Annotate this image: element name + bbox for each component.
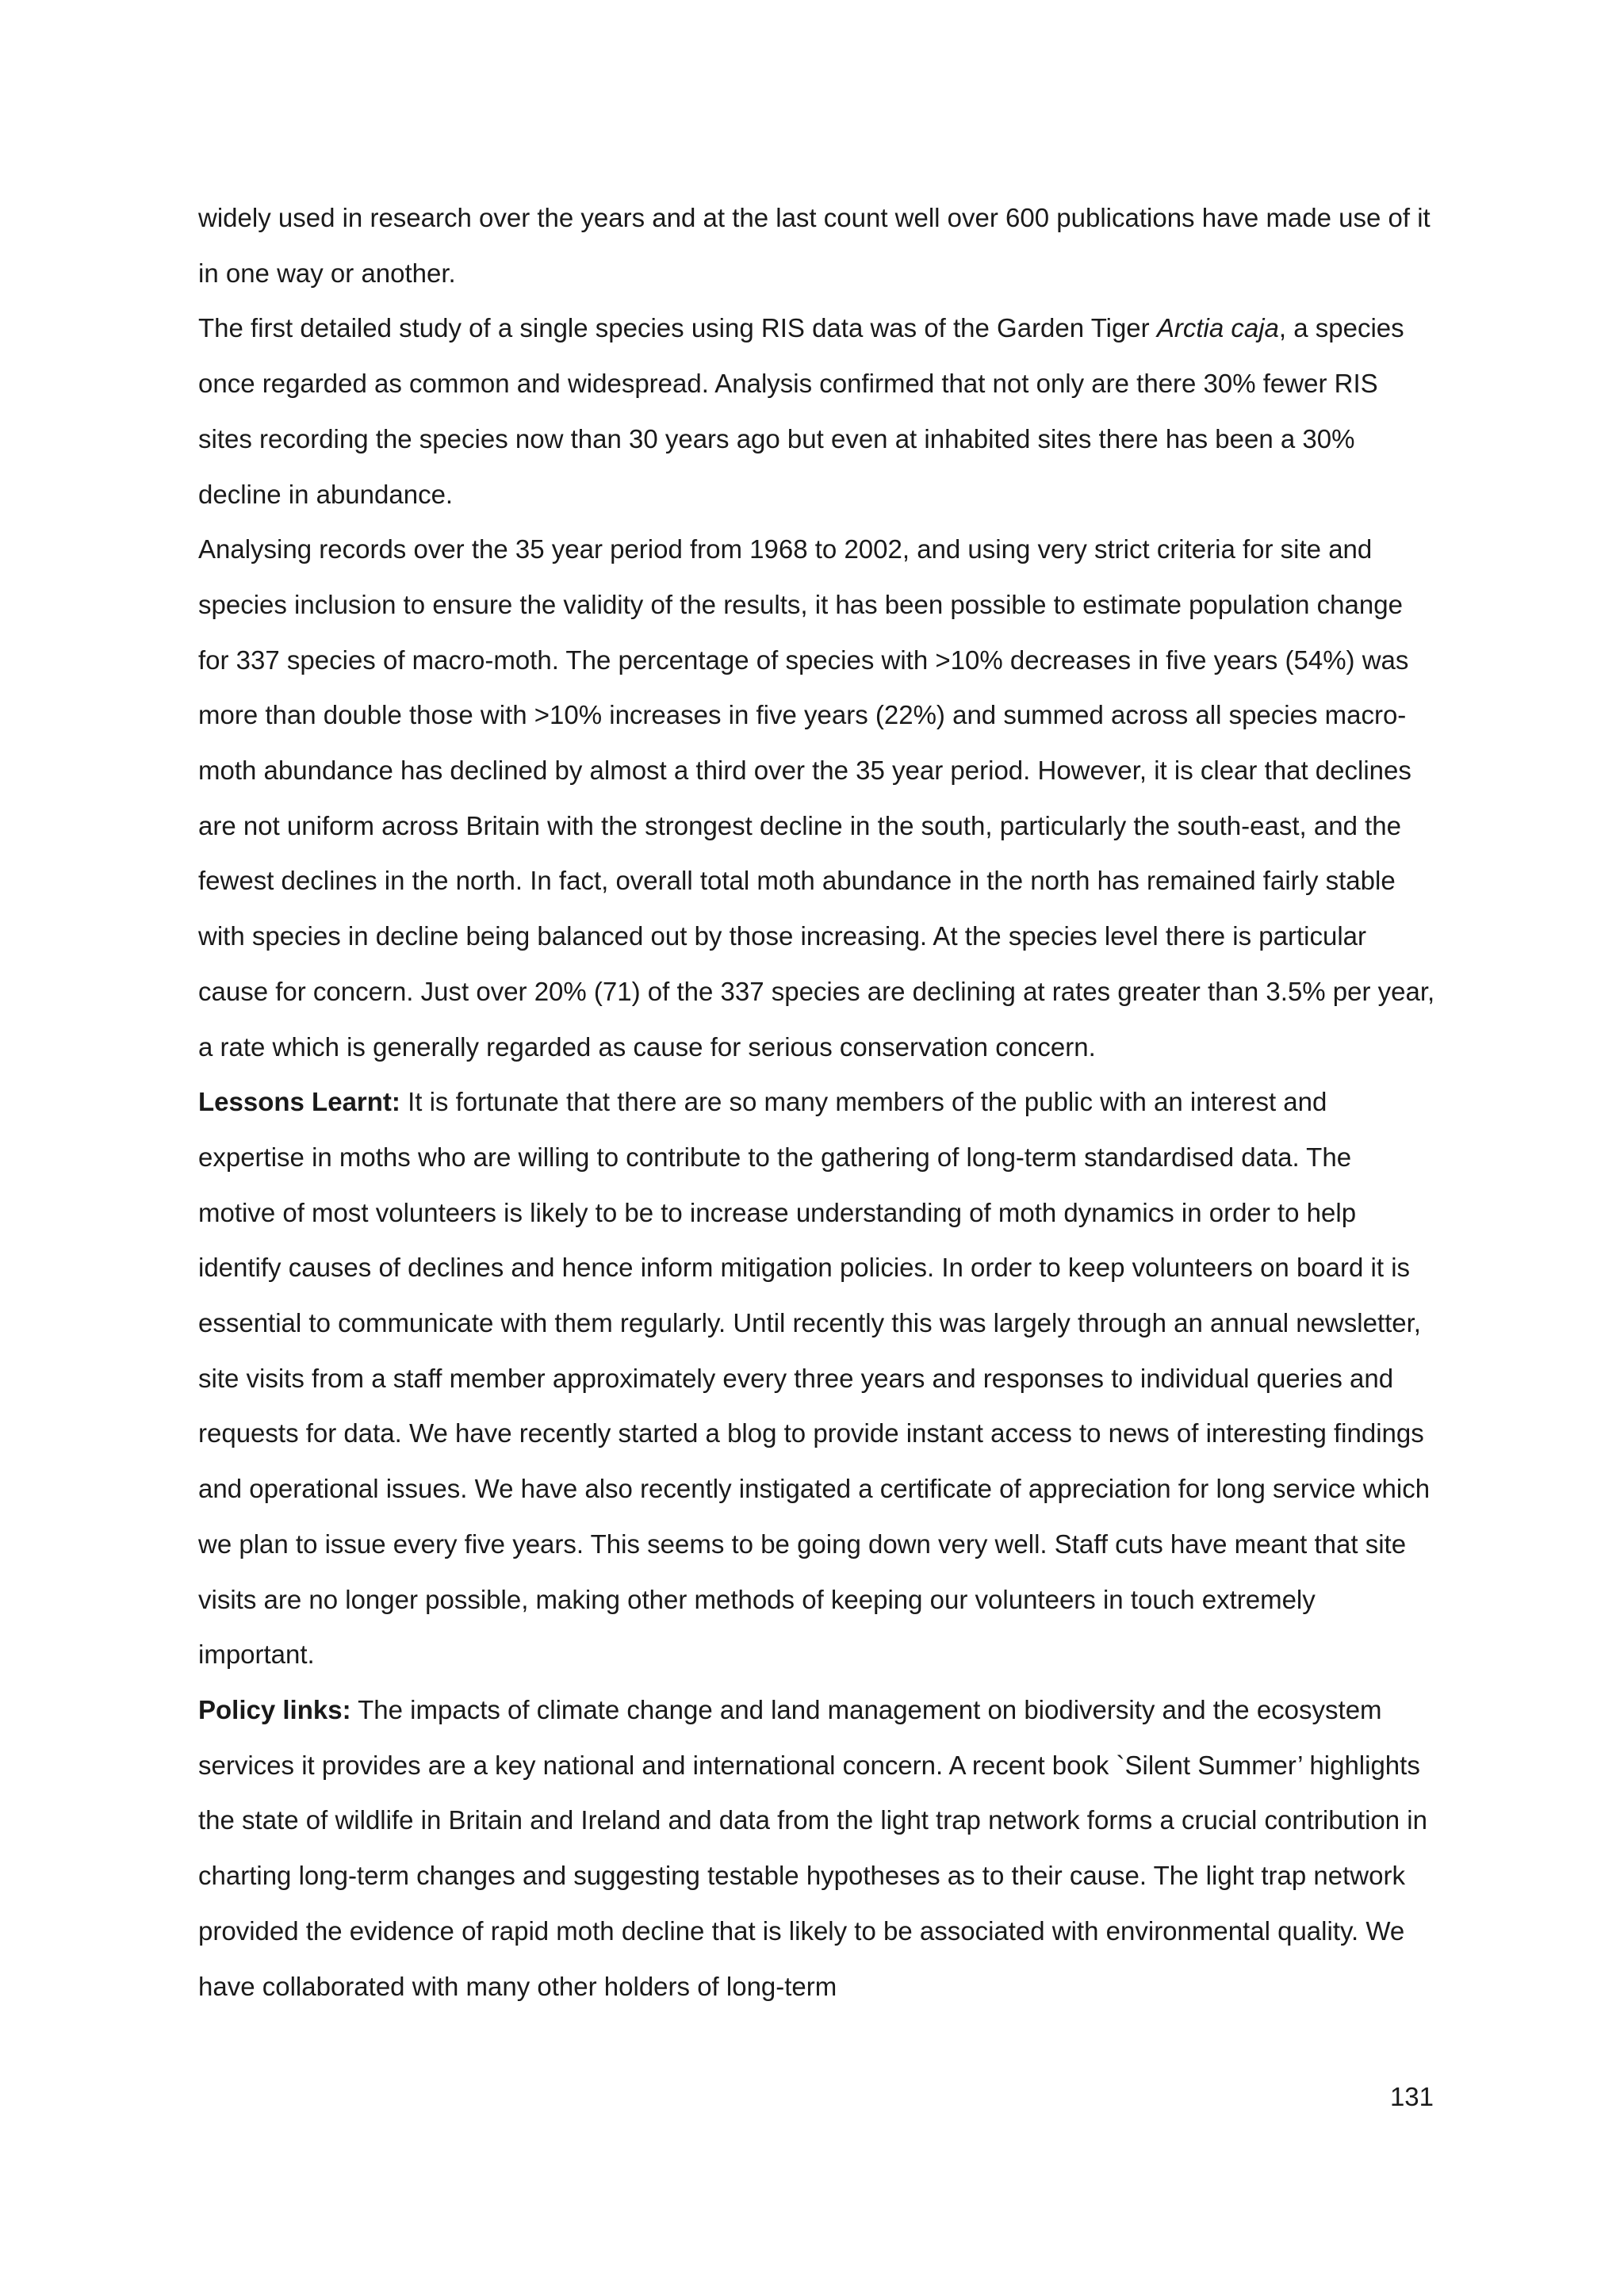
- paragraph-text: Analysing records over the 35 year period from 1968 to 2002, and using very strict criteria for site and species inclusion to ensure the validity of the results, it has been possible to estimate population change for 337 species of macro-moth. The percentage of species with >10% decreases in five years (54%) was more than double those with >10% increases in five years (22%) and summed across all species macro-moth abundance has declined by almost a third over the 35 year period. However, it is clear that declines are not uniform across Britain with the strongest decline in the south, particularly the south-east, and the fewest declines in the north. In fact, overall total moth abundance in the north has remained fairly stable with species in decline being balanced out by those increasing. At the species level there is particular cause for concern. Just over 20% (71) of the 337 species are declining at rates greater than 3.5% per year, a rate which is generally regarded as cause for serious conservation concern.: [198, 534, 1435, 1062]
- document-body: [198, 190, 1435, 2014]
- page-number: 131: [1389, 2082, 1434, 2111]
- paragraph-text: widely used in research over the years and at the last count well over 600 publications have made use of it in one way or another.: [198, 203, 1431, 288]
- paragraph-population-change: [198, 522, 1435, 1074]
- paragraph-text: It is fortunate that there are so many members of the public with an interest and expertise in moths who are willing to contribute to the gathering of long-term standardised data. The motive of most volunteers is likely to be to increase understanding of moth dynamics in order to help identify causes of declines and hence inform mitigation policies. In order to keep volunteers on board it is essential to communicate with them regularly. Until recently this was largely through an annual newsletter, site visits from a staff member approximately every three years and responses to individual queries and requests for data. We have recently started a blog to provide instant access to news of interesting findings and operational issues. We have also recently instigated a certificate of appreciation for long service which we plan to issue every five years. This seems to be going down very well. Staff cuts have meant that site visits are no longer possible, making other methods of keeping our volunteers in touch extremely important.: [198, 1087, 1431, 1670]
- paragraph-lessons-learnt: [198, 1074, 1435, 1682]
- paragraph-text: The first detailed study of a single species using RIS data was of the Garden Tiger: [198, 313, 1157, 343]
- paragraph-text: The impacts of climate change and land management on biodiversity and the ecosystem services it provides are a key national and international concern. A recent book `Silent Summer’ highlights the state of wildlife in Britain and Ireland and data from the light trap network forms a crucial contribution in charting long-term changes and suggesting testable hypotheses as to their cause. The light trap network provided the evidence of rapid moth decline that is likely to be associated with environmental quality. We have collaborated with many other holders of long-term: [198, 1694, 1427, 2001]
- species-name: Arctia caja: [1156, 313, 1279, 343]
- paragraph-garden-tiger: [198, 300, 1435, 522]
- section-label-policy-links: Policy links:: [198, 1694, 351, 1724]
- paragraph-text: , a species once regarded as common and widespread. Analysis confirmed that not only are there 30% fewer RIS sites recording the species now than 30 years ago but even at inhabited sites there has been a 30% decline in abundance.: [198, 313, 1404, 509]
- section-label-lessons-learnt: Lessons Learnt:: [198, 1087, 400, 1117]
- paragraph-publications: [198, 190, 1435, 300]
- paragraph-policy-links: [198, 1682, 1435, 2014]
